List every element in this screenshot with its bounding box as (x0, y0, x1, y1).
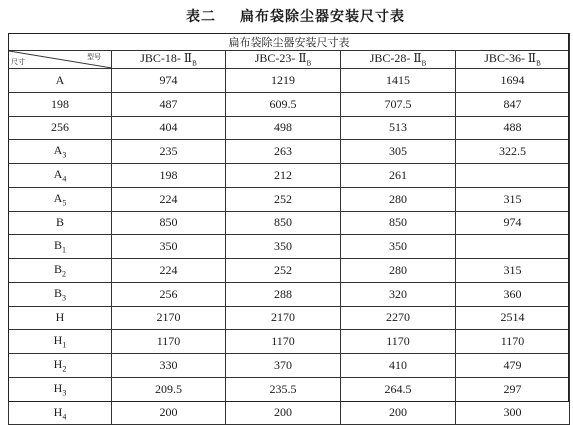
table-cell: 850 (112, 211, 226, 235)
table-cell: 609.5 (226, 92, 341, 116)
table-cell: 200 (341, 401, 456, 425)
table-cell: 280 (341, 187, 456, 211)
table-cell: 212 (226, 164, 341, 188)
table-cell: 350 (341, 235, 456, 259)
table-cell: 360 (456, 282, 570, 306)
table-cell: 488 (456, 116, 570, 140)
row-label: $B_2$ (9, 259, 112, 283)
table-cell: 1170 (226, 330, 341, 354)
table-cell: 305 (341, 140, 456, 164)
table-cell: 850 (341, 211, 456, 235)
table-caption: 扁布袋除尘器安装尺寸表 (9, 34, 570, 51)
table-cell: 2270 (341, 306, 456, 330)
table-cell: 2170 (226, 306, 341, 330)
row-label: $B_3$ (9, 282, 112, 306)
table-cell: 1170 (456, 330, 570, 354)
table-cell: 404 (112, 116, 226, 140)
table-cell: 200 (226, 401, 341, 425)
table-cell: 330 (112, 354, 226, 378)
table-cell: 974 (456, 211, 570, 235)
column-header: JBC-28- $Ⅱ_B$ (341, 51, 456, 69)
column-header: JBC-18- $Ⅱ_B$ (112, 51, 226, 69)
table-cell: 252 (226, 187, 341, 211)
corner-model-label: 型号 (87, 53, 101, 61)
table-cell: 1694 (456, 69, 570, 93)
table-cell: 280 (341, 259, 456, 283)
table-cell: 200 (112, 401, 226, 425)
table-cell: 264.5 (341, 377, 456, 401)
row-label: $B_1$ (9, 235, 112, 259)
row-label: $H_4$ (9, 401, 112, 425)
table-cell: 350 (112, 235, 226, 259)
table-cell: 1170 (341, 330, 456, 354)
table-cell: 2514 (456, 306, 570, 330)
table-number-label: 表二 (186, 9, 216, 25)
table-cell: 850 (226, 211, 341, 235)
table-cell: 487 (112, 92, 226, 116)
table-outer-border (8, 33, 569, 402)
table-cell: 198 (112, 164, 226, 188)
row-label: $A_4$ (9, 164, 112, 188)
table-cell: 261 (341, 164, 456, 188)
table-cell: 847 (456, 92, 570, 116)
document-title (0, 6, 573, 26)
table-cell: 2170 (112, 306, 226, 330)
column-header: JBC-36- $Ⅱ_B$ (456, 51, 570, 69)
table-cell: 974 (112, 69, 226, 93)
table-cell: 235.5 (226, 377, 341, 401)
table-cell: 288 (226, 282, 341, 306)
table-cell: 1219 (226, 69, 341, 93)
row-label: A (9, 69, 112, 93)
table-cell: 224 (112, 259, 226, 283)
document-title-text: 扁布袋除尘器安装尺寸表 (240, 9, 405, 25)
table-cell: 315 (456, 187, 570, 211)
row-label: $A_3$ (9, 140, 112, 164)
row-label: 198 (9, 92, 112, 116)
table-cell: 209.5 (112, 377, 226, 401)
table-cell: 322.5 (456, 140, 570, 164)
table-cell: 297 (456, 377, 570, 401)
table-cell: 707.5 (341, 92, 456, 116)
row-label: H (9, 306, 112, 330)
row-label: 256 (9, 116, 112, 140)
table-cell: 498 (226, 116, 341, 140)
table-cell: 1415 (341, 69, 456, 93)
row-label: $A_5$ (9, 187, 112, 211)
corner-size-label: 尺寸 (11, 58, 25, 66)
table-cell: 256 (112, 282, 226, 306)
table-cell: 1170 (112, 330, 226, 354)
table-cell: 235 (112, 140, 226, 164)
row-label: $H_3$ (9, 377, 112, 401)
table-cell: 410 (341, 354, 456, 378)
table-cell: 479 (456, 354, 570, 378)
row-label: $H_2$ (9, 354, 112, 378)
table-cell: 263 (226, 140, 341, 164)
row-label: $H_1$ (9, 330, 112, 354)
table-cell: 350 (226, 235, 341, 259)
column-header: JBC-23- $Ⅱ_B$ (226, 51, 341, 69)
row-label: B (9, 211, 112, 235)
table-cell: 513 (341, 116, 456, 140)
table-cell: 252 (226, 259, 341, 283)
table-cell: 370 (226, 354, 341, 378)
table-cell: 300 (456, 401, 570, 425)
table-cell: 224 (112, 187, 226, 211)
table-cell: 315 (456, 259, 570, 283)
table-cell: 320 (341, 282, 456, 306)
